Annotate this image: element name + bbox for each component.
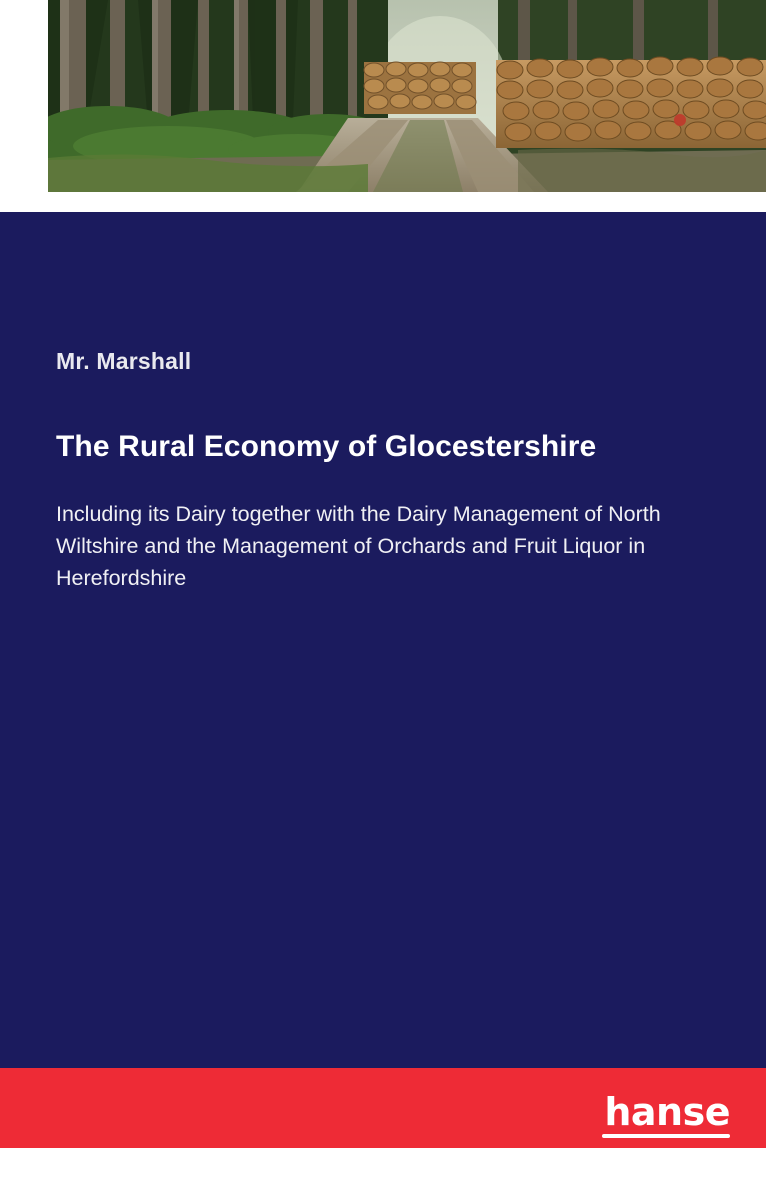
cover-photo (48, 0, 766, 192)
bottom-white-margin (0, 1148, 766, 1184)
book-title: The Rural Economy of Glocestershire (56, 429, 597, 463)
author-name: Mr. Marshall (56, 348, 192, 374)
publisher-logo-underline (602, 1134, 730, 1138)
cover-text-block (56, 348, 696, 595)
publisher-logo (602, 1090, 730, 1138)
publisher-logo-text: hanse (604, 1090, 730, 1134)
book-subtitle: Including its Dairy together with the Dairy Management of North Wiltshire and the Management of Orchards and Fruit Liquor in Herefordshire (56, 502, 661, 590)
